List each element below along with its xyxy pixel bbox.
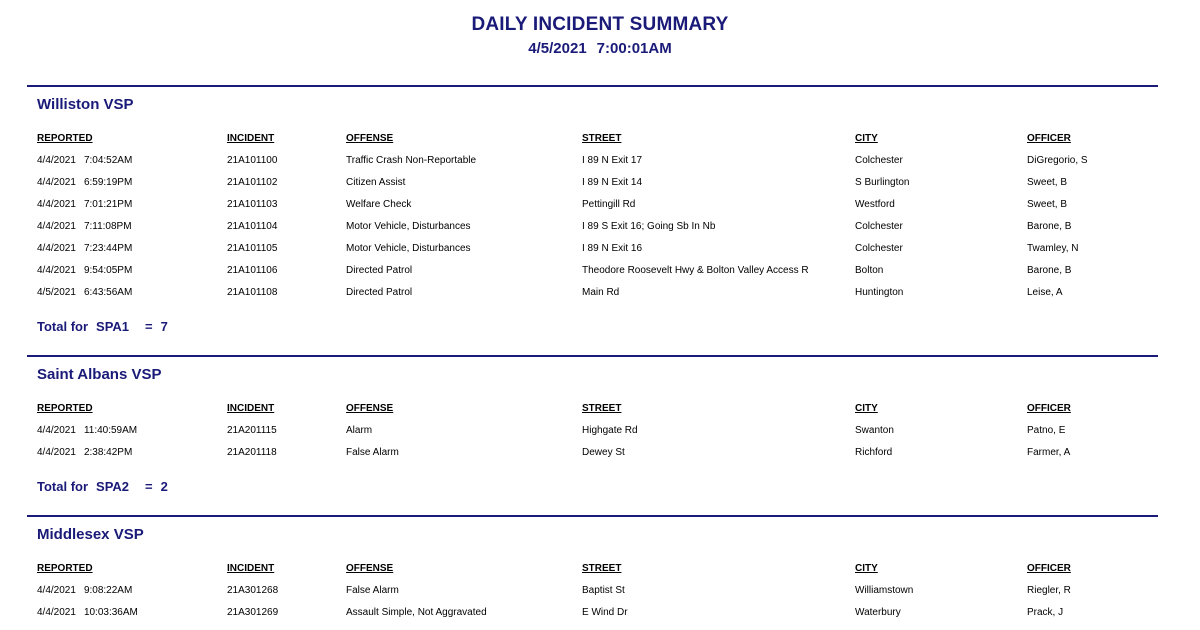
cell-reported-time: 2:38:42PM — [83, 447, 133, 458]
table-row — [27, 177, 1158, 199]
cell-reported-time: 9:54:05PM — [83, 265, 133, 276]
cell-reported-date: 4/4/2021 — [37, 607, 76, 618]
cell-officer: Riegler, R — [1027, 585, 1071, 596]
section-total — [37, 479, 168, 494]
cell-incident: 21A201115 — [227, 425, 277, 436]
table-header-row — [27, 133, 1158, 155]
cell-offense: Motor Vehicle, Disturbances — [346, 221, 471, 232]
column-header-street: STREET — [582, 133, 622, 144]
cell-city: Richford — [855, 447, 893, 458]
cell-reported — [37, 243, 132, 254]
cell-city: Swanton — [855, 425, 894, 436]
cell-officer: Prack, J — [1027, 607, 1064, 618]
report-date: 4/5/2021 — [528, 40, 587, 57]
section-2 — [27, 515, 1158, 618]
report-header — [0, 13, 1200, 60]
cell-reported-date: 4/4/2021 — [37, 155, 76, 166]
column-header-officer: OFFICER — [1027, 563, 1071, 574]
table-row — [27, 447, 1158, 469]
column-header-officer: OFFICER — [1027, 133, 1071, 144]
cell-offense: Directed Patrol — [346, 265, 413, 276]
table-row — [27, 425, 1158, 447]
cell-reported-date: 4/4/2021 — [37, 447, 76, 458]
cell-officer: DiGregorio, S — [1027, 155, 1088, 166]
cell-city: Colchester — [855, 221, 903, 232]
cell-city: Colchester — [855, 243, 903, 254]
cell-reported-date: 4/4/2021 — [37, 199, 76, 210]
report-datetime — [0, 38, 1200, 60]
cell-city: S Burlington — [855, 177, 910, 188]
cell-offense: Assault Simple, Not Aggravated — [346, 607, 487, 618]
section-divider — [27, 515, 1158, 517]
cell-incident: 21A101103 — [227, 199, 278, 210]
column-header-incident: INCIDENT — [227, 563, 275, 574]
section-title: Middlesex VSP — [37, 526, 144, 543]
cell-street: Theodore Roosevelt Hwy & Bolton Valley Access R — [582, 265, 809, 276]
cell-reported — [37, 425, 137, 436]
cell-reported — [37, 177, 132, 188]
total-label: Total for — [37, 479, 89, 494]
column-header-street: STREET — [582, 403, 622, 414]
cell-reported-time: 9:08:22AM — [83, 585, 133, 596]
table-row — [27, 243, 1158, 265]
cell-offense: Citizen Assist — [346, 177, 406, 188]
cell-officer: Leise, A — [1027, 287, 1063, 298]
cell-city: Waterbury — [855, 607, 901, 618]
cell-officer: Sweet, B — [1027, 199, 1068, 210]
cell-reported-date: 4/4/2021 — [37, 585, 76, 596]
cell-offense: False Alarm — [346, 585, 399, 596]
section-divider — [27, 355, 1158, 357]
cell-incident: 21A101108 — [227, 287, 278, 298]
cell-officer: Patno, E — [1027, 425, 1066, 436]
cell-offense: Motor Vehicle, Disturbances — [346, 243, 471, 254]
cell-street: Pettingill Rd — [582, 199, 636, 210]
cell-street: I 89 N Exit 17 — [582, 155, 643, 166]
cell-reported-date: 4/4/2021 — [37, 221, 76, 232]
column-header-city: CITY — [855, 133, 878, 144]
column-header-incident: INCIDENT — [227, 403, 275, 414]
cell-reported-date: 4/4/2021 — [37, 265, 76, 276]
section-title: Williston VSP — [37, 96, 134, 113]
column-header-reported: REPORTED — [37, 133, 93, 144]
cell-reported-time: 7:23:44PM — [83, 243, 133, 254]
cell-city: Bolton — [855, 265, 884, 276]
column-header-reported: REPORTED — [37, 563, 93, 574]
column-header-incident: INCIDENT — [227, 133, 275, 144]
cell-officer: Barone, B — [1027, 265, 1072, 276]
cell-incident: 21A201118 — [227, 447, 277, 458]
column-header-offense: OFFENSE — [346, 563, 394, 574]
cell-reported — [37, 287, 132, 298]
table-row — [27, 265, 1158, 287]
cell-reported — [37, 221, 132, 232]
cell-officer: Barone, B — [1027, 221, 1072, 232]
cell-street: I 89 N Exit 14 — [582, 177, 643, 188]
cell-incident: 21A101106 — [227, 265, 278, 276]
cell-reported-time: 7:01:21PM — [83, 199, 133, 210]
cell-city: Westford — [855, 199, 895, 210]
cell-reported-date: 4/4/2021 — [37, 243, 76, 254]
cell-reported — [37, 155, 132, 166]
column-header-offense: OFFENSE — [346, 403, 394, 414]
section-1 — [27, 355, 1158, 494]
cell-street: Main Rd — [582, 287, 620, 298]
total-code: SPA2 — [96, 479, 130, 494]
table-row — [27, 607, 1158, 629]
table-row — [27, 287, 1158, 309]
total-equals: = — [145, 479, 153, 494]
cell-reported-time: 10:03:36AM — [83, 607, 138, 618]
section-divider — [27, 85, 1158, 87]
cell-reported-date: 4/5/2021 — [37, 287, 76, 298]
column-header-officer: OFFICER — [1027, 403, 1071, 414]
column-header-reported: REPORTED — [37, 403, 93, 414]
cell-street: Baptist St — [582, 585, 625, 596]
cell-city: Colchester — [855, 155, 903, 166]
cell-reported — [37, 585, 132, 596]
cell-incident: 21A101105 — [227, 243, 278, 254]
cell-city: Williamstown — [855, 585, 914, 596]
total-label: Total for — [37, 319, 89, 334]
cell-incident: 21A101104 — [227, 221, 278, 232]
section-total — [37, 319, 168, 334]
cell-incident: 21A301269 — [227, 607, 279, 618]
cell-reported-time: 11:40:59AM — [83, 425, 138, 436]
column-header-city: CITY — [855, 403, 878, 414]
table-header-row — [27, 563, 1158, 585]
column-header-street: STREET — [582, 563, 622, 574]
cell-officer: Sweet, B — [1027, 177, 1068, 188]
section-title: Saint Albans VSP — [37, 366, 162, 383]
total-count: 7 — [160, 319, 168, 334]
cell-offense: Welfare Check — [346, 199, 412, 210]
table-row — [27, 199, 1158, 221]
cell-incident: 21A101100 — [227, 155, 278, 166]
cell-reported — [37, 607, 138, 618]
cell-reported — [37, 265, 132, 276]
cell-reported-date: 4/4/2021 — [37, 177, 76, 188]
cell-offense: False Alarm — [346, 447, 399, 458]
cell-reported — [37, 199, 132, 210]
cell-reported — [37, 447, 132, 458]
report-title: DAILY INCIDENT SUMMARY — [471, 14, 729, 35]
cell-street: I 89 S Exit 16; Going Sb In Nb — [582, 221, 716, 232]
column-header-offense: OFFENSE — [346, 133, 394, 144]
cell-street: I 89 N Exit 16 — [582, 243, 643, 254]
report-time: 7:00:01AM — [596, 40, 672, 57]
cell-incident: 21A301268 — [227, 585, 279, 596]
section-0 — [27, 85, 1158, 334]
total-count: 2 — [160, 479, 168, 494]
cell-reported-time: 7:11:08PM — [83, 221, 132, 232]
cell-officer: Twamley, N — [1027, 243, 1079, 254]
column-header-city: CITY — [855, 563, 878, 574]
cell-street: Highgate Rd — [582, 425, 638, 436]
total-equals: = — [145, 319, 153, 334]
cell-reported-date: 4/4/2021 — [37, 425, 76, 436]
cell-reported-time: 6:43:56AM — [83, 287, 133, 298]
cell-offense: Directed Patrol — [346, 287, 413, 298]
cell-officer: Farmer, A — [1027, 447, 1071, 458]
table-row — [27, 155, 1158, 177]
cell-street: E Wind Dr — [582, 607, 628, 618]
cell-reported-time: 7:04:52AM — [83, 155, 133, 166]
cell-city: Huntington — [855, 287, 904, 298]
cell-street: Dewey St — [582, 447, 625, 458]
cell-offense: Traffic Crash Non-Reportable — [346, 155, 477, 166]
cell-reported-time: 6:59:19PM — [83, 177, 133, 188]
table-header-row — [27, 403, 1158, 425]
cell-offense: Alarm — [346, 425, 373, 436]
table-row — [27, 221, 1158, 243]
total-code: SPA1 — [96, 319, 130, 334]
table-row — [27, 585, 1158, 607]
cell-incident: 21A101102 — [227, 177, 278, 188]
